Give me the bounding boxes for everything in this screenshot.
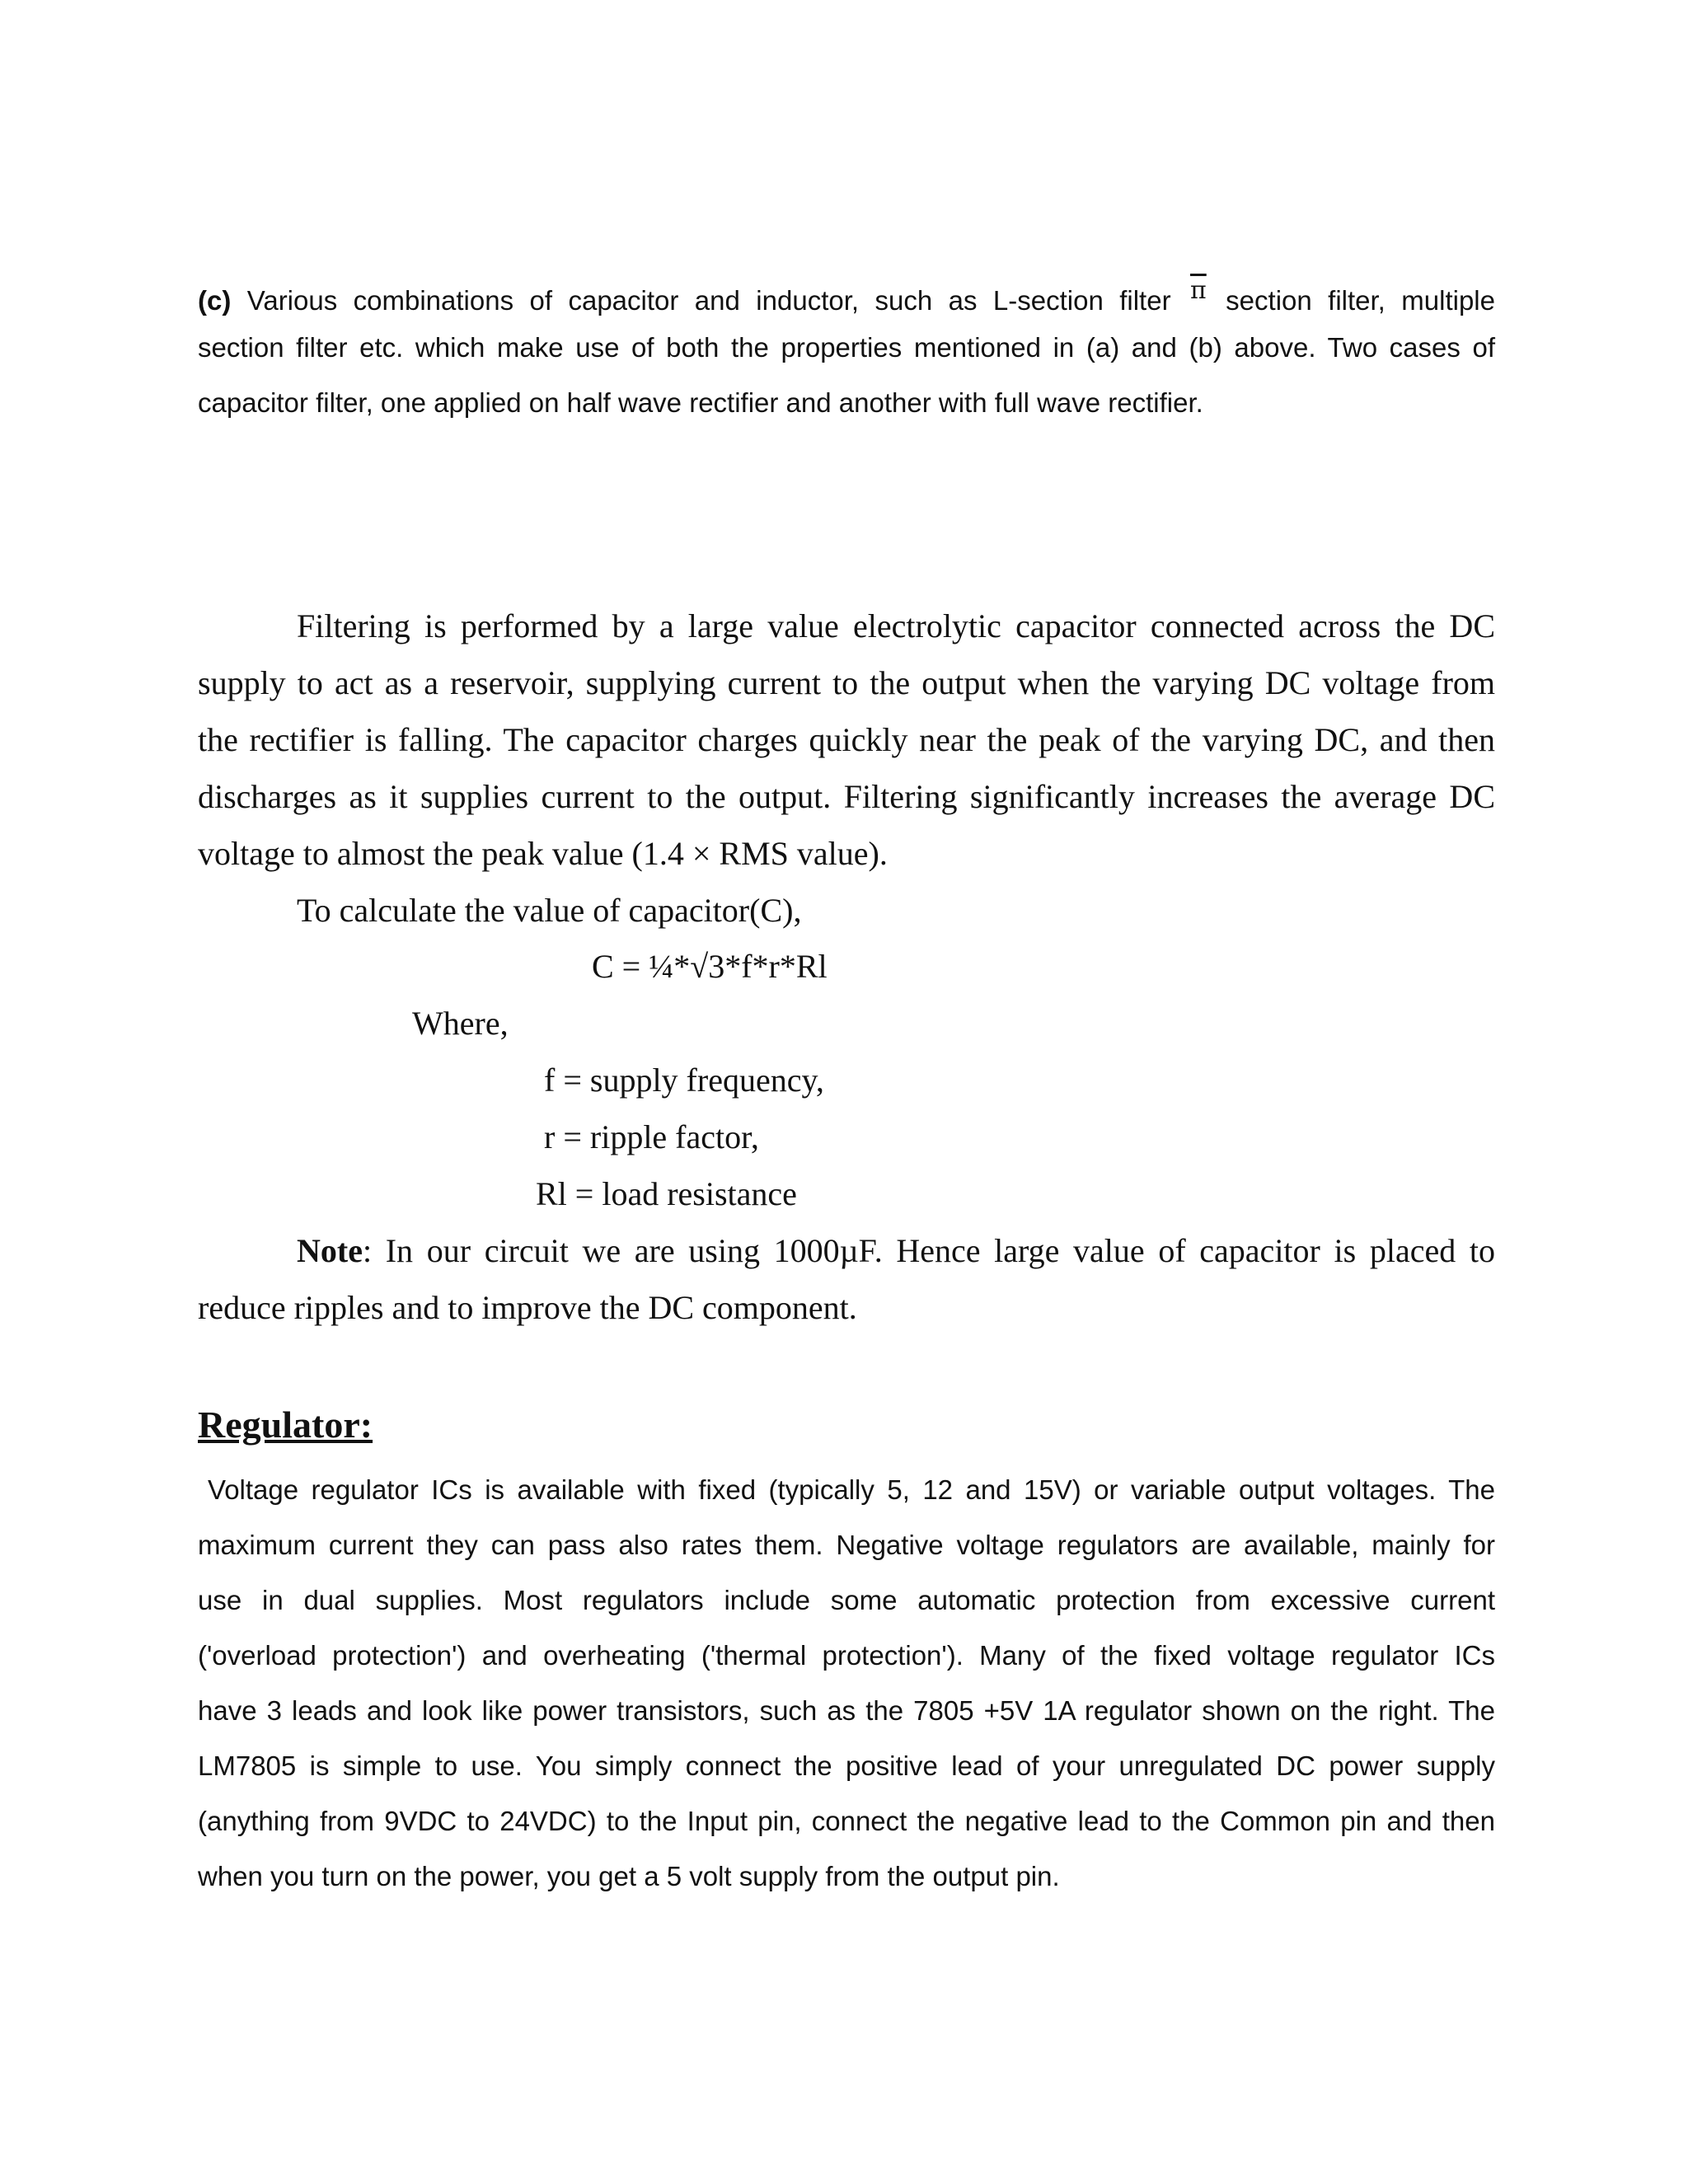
filtering-line-2: supply to act as a reservoir, supplying current to the output when the varying DC voltage from [198, 664, 1495, 701]
regulator-line-8: when you turn on the power, you get a 5 volt supply from the output pin. [198, 1861, 1060, 1891]
filtering-line-5: voltage to almost the peak value (1.4 × RMS value). [198, 835, 888, 872]
pi-symbol: $\overline{\pi}$ [1190, 276, 1207, 305]
regulator-line-4: ('overload protection') and overheating ('thermal protection'). Many of the fixed voltage regulator ICs [198, 1640, 1495, 1671]
filtering-line-1: Filtering is performed by a large value electrolytic capacitor connected across the DC [297, 607, 1495, 644]
note-line-1 [297, 1232, 1495, 1269]
definition-r: r = ripple factor, [544, 1118, 759, 1155]
filtering-line-4: discharges as it supplies current to the output. Filtering significantly increases the average DC [198, 778, 1495, 815]
regulator-line-3: use in dual supplies. Most regulators include some automatic protection from excessive current [198, 1585, 1495, 1615]
note-line-2: reduce ripples and to improve the DC component. [198, 1289, 857, 1326]
para-c-line-3: capacitor filter, one applied on half wave rectifier and another with full wave rectifier. [198, 387, 1203, 418]
regulator-line-5: have 3 leads and look like power transistors, such as the 7805 +5V 1A regulator shown on the right. The [198, 1695, 1495, 1726]
para-c-line-1 [198, 276, 1495, 316]
definition-f: f = supply frequency, [544, 1062, 824, 1099]
filtering-line-3: the rectifier is falling. The capacitor charges quickly near the peak of the varying DC, and then [198, 721, 1495, 758]
para-c-label: (c) [198, 285, 232, 316]
where-label: Where, [412, 1005, 509, 1042]
para-c-line-1-text: Various combinations of capacitor and inductor, such as L-section filter [246, 285, 1171, 316]
regulator-line-2: maximum current they can pass also rates them. Negative voltage regulators are available, mainly for [198, 1530, 1495, 1560]
para-c-line-1-end: section filter, multiple [1226, 285, 1495, 316]
regulator-heading: Regulator: [198, 1404, 373, 1446]
calc-intro: To calculate the value of capacitor(C), [297, 892, 802, 929]
regulator-line-7: (anything from 9VDC to 24VDC) to the Input pin, connect the negative lead to the Common pin and then [198, 1806, 1495, 1836]
definition-rl: Rl = load resistance [536, 1175, 797, 1212]
regulator-line-6: LM7805 is simple to use. You simply connect the positive lead of your unregulated DC power supply [198, 1750, 1495, 1781]
para-c-line-2: section filter etc. which make use of both the properties mentioned in (a) and (b) above. Two cases of [198, 332, 1495, 363]
note-line-1-text: : In our circuit we are using 1000µF. Hence large value of capacitor is placed to [362, 1232, 1495, 1269]
capacitor-formula: C = ¼*√3*f*r*Rl [592, 948, 828, 985]
regulator-line-1: Voltage regulator ICs is available with fixed (typically 5, 12 and 15V) or variable output voltages. The [208, 1474, 1495, 1505]
note-label: Note [297, 1232, 363, 1269]
